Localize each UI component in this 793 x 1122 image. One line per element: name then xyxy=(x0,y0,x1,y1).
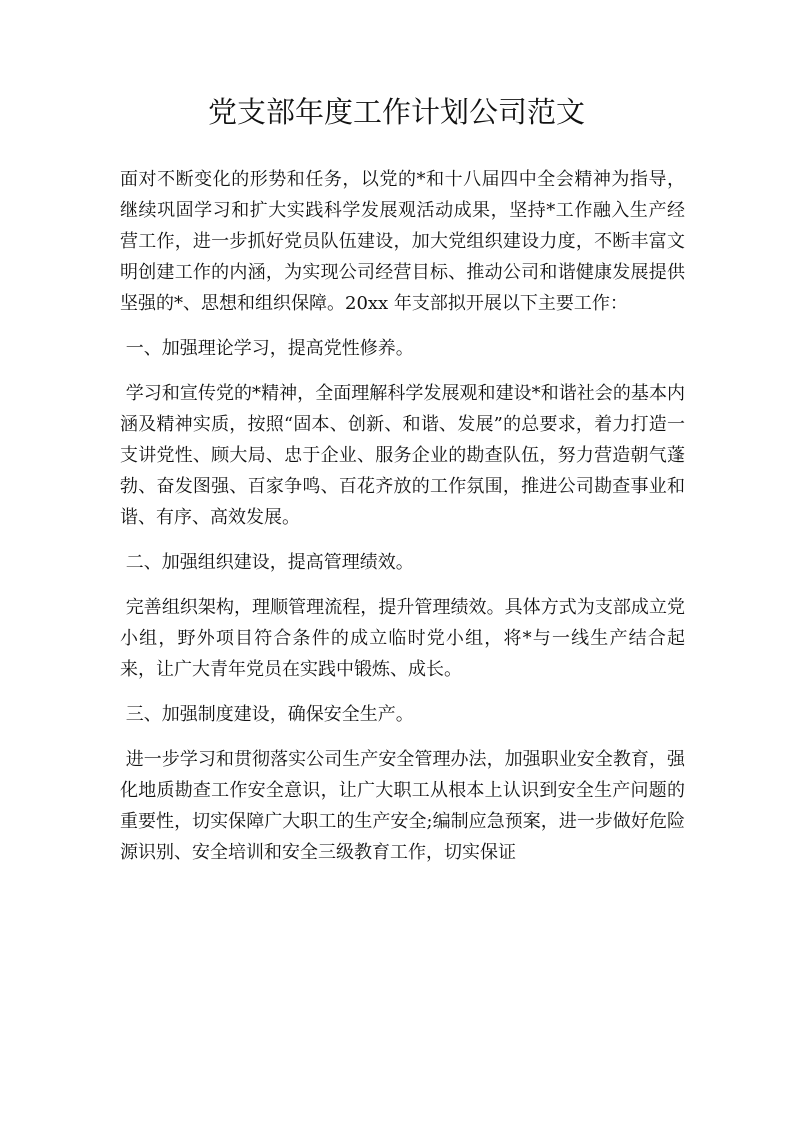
intro-paragraph: 面对不断变化的形势和任务，以党的*和十八届四中全会精神为指导，继续巩固学习和扩大实践科学发展观活动成果，坚持*工作融入生产经营工作，进一步抓好党员队伍建设，加大党组织建设力度，不断丰富文明创建工作的内涵，为实现公司经营目标、推动公司和谐健康发展提供坚强的*、思想和组织保障。20xx 年支部拟开展以下主要工作： xyxy=(120,169,685,314)
section-heading-1: 一、加强理论学习，提高党性修养。 xyxy=(120,338,414,359)
section-heading-3: 三、加强制度建设，确保安全生产。 xyxy=(120,704,414,725)
section-paragraph-2: 完善组织架构，理顺管理流程，提升管理绩效。具体方式为支部成立党小组，野外项目符合条件的成立临时党小组，将*与一线生产结合起来，让广大青年党员在实践中锻炼、成长。 xyxy=(120,597,685,680)
section-paragraph-3: 进一步学习和贯彻落实公司生产安全管理办法，加强职业安全教育，强化地质勘查工作安全意识，让广大职工从根本上认识到安全生产问题的重要性，切实保障广大职工的生产安全;编制应急预案，进一步做好危险源识别、安全培训和安全三级教育工作，切实保证 xyxy=(120,749,685,863)
section-paragraph-1: 学习和宣传党的*精神，全面理解科学发展观和建设*和谐社会的基本内涵及精神实质，按照“固本、创新、和谐、发展”的总要求，着力打造一支讲党性、顾大局、忠于企业、服务企业的勘查队伍，努力营造朝气蓬勃、奋发图强、百家争鸣、百花齐放的工作氛围，推进公司勘查事业和谐、有序、高效发展。 xyxy=(120,383,685,528)
document-title: 党支部年度工作计划公司范文 xyxy=(207,95,585,129)
section-heading-2: 二、加强组织建设，提高管理绩效。 xyxy=(120,552,414,573)
document-body xyxy=(120,164,685,882)
